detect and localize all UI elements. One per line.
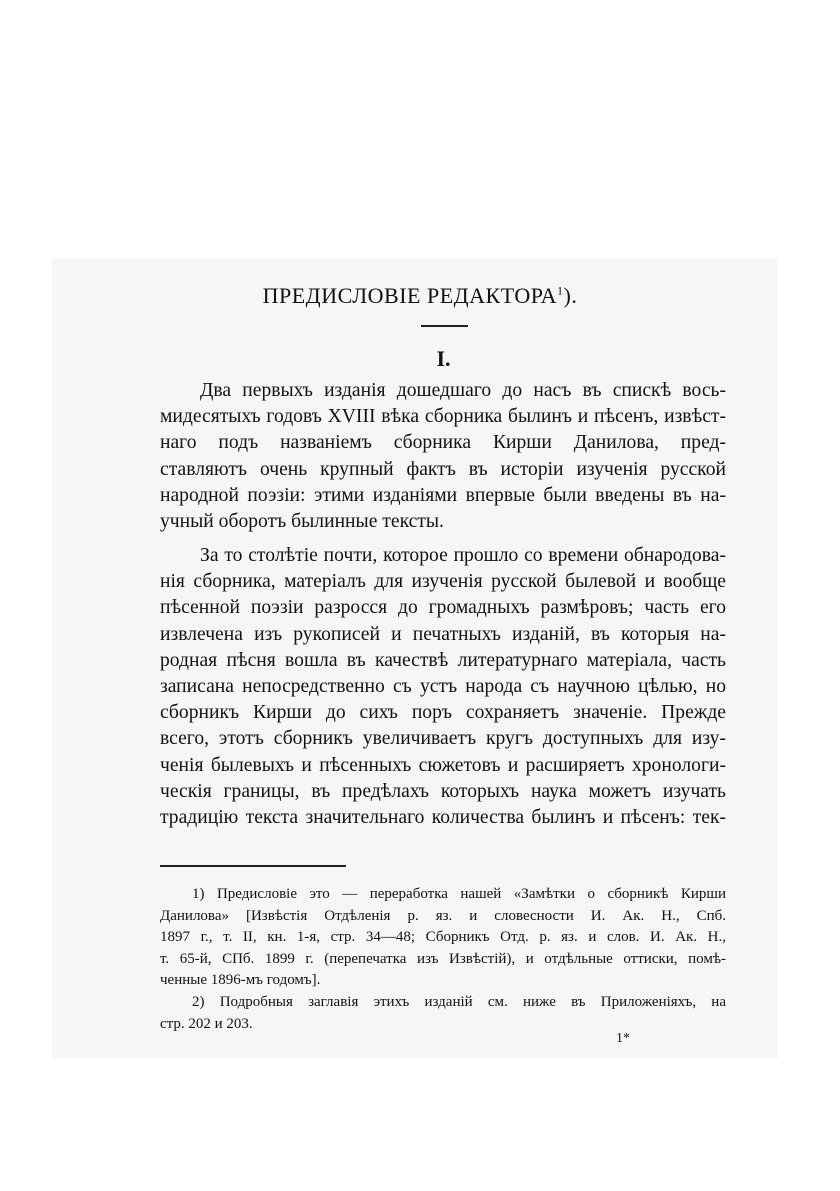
- footnote-line: т. 65-й, СПб. 1899 г. (перепечатка изъ Извѣстій), и отдѣльные оттиски, помѣ-: [160, 950, 726, 967]
- footnote-line: стр. 202 и 203.: [160, 1015, 253, 1032]
- text-line: ченія былевыхъ и пѣсенныхъ сюжетовъ и расширяетъ хронологи-: [160, 754, 726, 776]
- footnote-line: ченные 1896-мъ годомъ].: [160, 972, 321, 989]
- text-line: извлечена изъ рукописей и печатныхъ изданій, въ которыя на-: [160, 623, 726, 645]
- text-line: родная пѣсня вошла въ качествѣ литературнаго матеріала, часть: [160, 649, 726, 671]
- text-line: учный оборотъ былинные тексты.: [160, 510, 444, 532]
- text-line: традицію текста значительнаго количества былинъ и пѣсенъ: тек-: [160, 806, 726, 828]
- footnote-ref-1: 1: [557, 283, 564, 298]
- text-line: нія сборника, матеріалъ для изученія русской былевой и вообще: [160, 571, 726, 593]
- text-line: ставляютъ очень крупный фактъ въ исторіи изученія русской: [160, 458, 726, 480]
- text-line: наго подъ названіемъ сборника Кирши Данилова, пред-: [160, 432, 726, 454]
- footnote-line: 2) Подробныя заглавія этихъ изданій см. ниже въ Приложеніяхъ, на: [192, 993, 726, 1010]
- footnote-line: 1) Предисловіе это — переработка нашей «Замѣтки о сборникѣ Кирши: [192, 886, 726, 902]
- footnotes: [160, 884, 726, 1035]
- title-tail: ).: [563, 283, 578, 308]
- text-line: всего, этотъ сборникъ увеличиваетъ кругъ доступныхъ для изу-: [160, 728, 726, 750]
- text-line: записана непосредственно съ устъ народа съ научною цѣлью, но: [160, 675, 726, 697]
- text-line: Два первыхъ изданія дошедшаго до насъ въ спискѣ вось-: [200, 380, 726, 401]
- title-divider: [421, 325, 468, 327]
- title-text: ПРЕДИСЛОВІЕ РЕДАКТОРА: [262, 283, 558, 308]
- text-line: народной поэзіи: этими изданіями впервые были введены въ на-: [160, 484, 726, 506]
- text-line: ческія границы, въ предѣлахъ которыхъ наука можетъ изучать: [160, 780, 726, 802]
- paragraph-2: [160, 543, 726, 831]
- text-line: сборникъ Кирши до сихъ поръ сохраняетъ значеніе. Прежде: [160, 702, 726, 724]
- section-number: I.: [436, 346, 451, 371]
- signature-mark: 1*: [616, 1031, 630, 1046]
- footnote-line: 1897 г., т. II, кн. 1-я, стр. 34—48; Сборникъ Отд. р. яз. и слов. И. Ак. Н.,: [160, 929, 726, 946]
- paragraph-1: [160, 378, 726, 535]
- text-line: За то столѣтіе почти, которое прошло со времени обнародова-: [200, 545, 726, 566]
- text-line: пѣсенной поэзіи разросся до громадныхъ размѣровъ; часть его: [160, 597, 726, 619]
- footnote-line: Данилова» [Извѣстія Отдѣленія р. яз. и словесности И. Ак. Н., Спб.: [160, 907, 726, 924]
- page-title: [0, 283, 840, 309]
- footnote-divider: [160, 865, 346, 867]
- text-line: мидесятыхъ годовъ XVIII вѣка сборника былинъ и пѣсенъ, извѣст-: [160, 406, 726, 428]
